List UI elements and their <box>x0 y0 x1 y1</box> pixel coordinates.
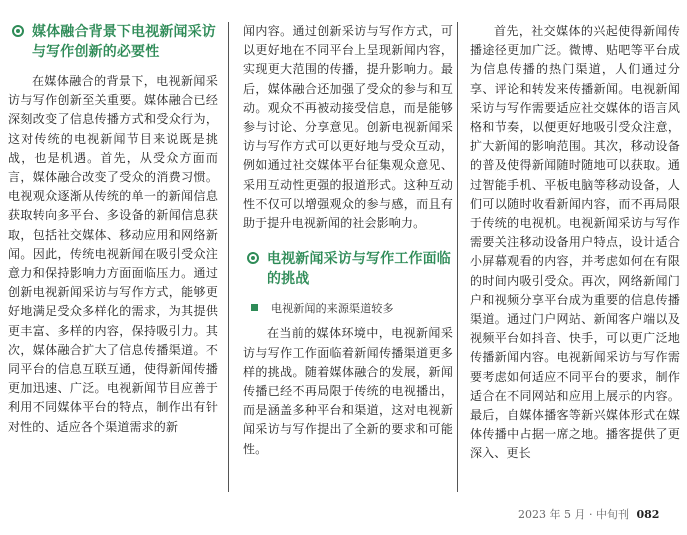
body-paragraph: 在当前的媒体环境中，电视新闻采访与写作工作面临着新闻传播渠道更多样的挑战。随着媒体融合的发展，新闻传播已经不再局限于传统的电视播出，而是涵盖多种平台和渠道，这对电视新闻采访与写作提出了全新的要求和可能性。 <box>243 326 453 456</box>
square-bullet-icon <box>251 304 258 311</box>
column-right <box>470 22 680 464</box>
section-bullet-icon <box>12 25 24 37</box>
section-heading-challenges <box>243 249 453 289</box>
issue-label: 2023 年 5 月 · 中旬刊 <box>518 508 629 521</box>
section-heading-text: 媒体融合背景下电视新闻采访与写作创新的必要性 <box>32 24 216 60</box>
body-paragraph: 在媒体融合的背景下，电视新闻采访与写作创新至关重要。媒体融合已经深刻改变了信息传播方式和受众行为，这对传统的电视新闻节目来说既是挑战，也是机遇。首先，从受众方面而言，媒体融合改变了受众的消费习惯。电视观众逐渐从传统的单一的新闻信息获取转向多平台、多设备的新闻信息获取，包括社交媒体、移动应用和网络新闻。因此，传统电视新闻在吸引受众注意力和保持影响力方面面临压力。通过创新电视新闻采访与写作方式，能够更好地满足受众多样化的需求，为其提供更丰富、多样的内容，保持吸引力。其次，媒体融合扩大了信息传播渠道。不同平台的信息互联互通，使得新闻传播更加迅速、广泛。电视新闻节目应善于利用不同媒体平台的特点，制作出有针对性的、适应各个渠道需求的新 <box>8 74 218 434</box>
column-divider-right <box>457 22 458 492</box>
body-paragraph: 首先，社交媒体的兴起使得新闻传播途径更加广泛。微博、贴吧等平台成为信息传播的热门渠道，人们通过分享、评论和转发来传播新闻。电视新闻采访与写作需要适应社交媒体的语言风格和节奏，以便更好地吸引受众注意，扩大新闻的影响范围。其次，移动设备的普及使得新闻随时随地可以获取。通过智能手机、平板电脑等移动设备，人们可以随时收看新闻内容，而不再局限于传统的电视机。电视新闻采访与写作需要关注移动设备用户特点，设计适合小屏幕观看的内容，并考虑如何在有限的时间内吸引受众。再次，网络新闻门户和视频分享平台成为重要的信息传播渠道。通过门户网站、新闻客户端以及视频平台如抖音、快手，可以更广泛地传播新闻内容。电视新闻采访与写作需要考虑如何适应不同平台的要求，制作适合在不同网站和应用上展示的内容。最后，自媒体播客等新兴媒体形式在媒体传播中占据一席之地。播客提供了更深入、更长 <box>470 24 680 461</box>
section-bullet-icon <box>247 252 259 264</box>
section-heading-text: 电视新闻采访与写作工作面临的挑战 <box>267 251 451 288</box>
subheading-text: 电视新闻的来源渠道较多 <box>271 302 394 316</box>
section-heading-necessity <box>8 22 218 62</box>
column-divider-left <box>228 22 229 492</box>
page-footer <box>518 506 659 522</box>
page-number: 082 <box>636 508 660 521</box>
column-middle <box>243 22 453 459</box>
column-left <box>8 22 218 437</box>
body-paragraph: 闻内容。通过创新采访与写作方式，可以更好地在不同平台上呈现新闻内容，实现更大范围的传播，提升影响力。最后，媒体融合还加强了受众的参与和互动。观众不再被动接受信息，而是能够参与讨论、分享意见。创新电视新闻采访与写作方式可以更好地与受众互动，例如通过社交媒体平台征集观众意见、采用互动性更强的报道形式。这种互动性不仅可以增强观众的参与感，而且有助于提升电视新闻的社会影响力。 <box>243 24 453 231</box>
subheading-sources <box>243 299 453 318</box>
